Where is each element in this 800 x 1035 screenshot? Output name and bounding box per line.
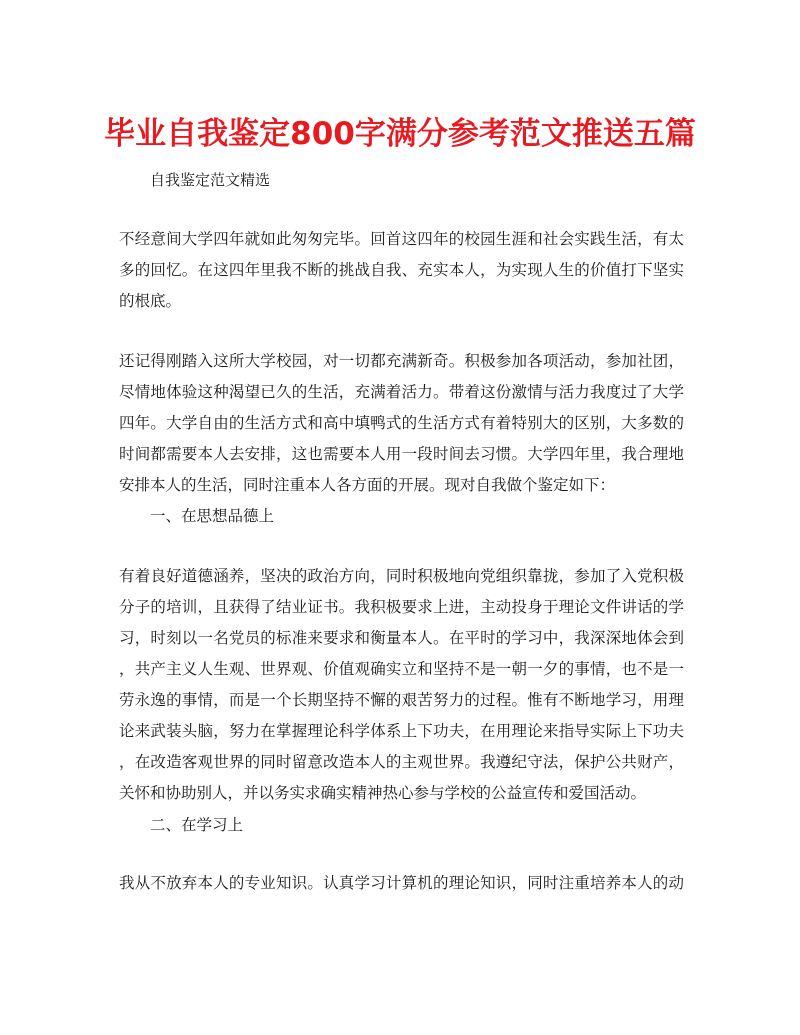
text-line: 多的回忆。在这四年里我不断的挑战自我、充实本人，为实现人生的价值打下坚实: [119, 261, 684, 279]
text-line: 时间都需要本人去安排，这也需要本人用一段时间去习惯。大学四年里，我合理地: [119, 445, 684, 463]
paragraph-college-life: [119, 346, 684, 501]
text-line: 有着良好道德涵养，坚决的政治方向，同时积极地向党组织靠拢，参加了入党积极: [119, 567, 684, 585]
section-heading-ideology: 一、在思想品德上: [150, 507, 275, 525]
text-line: 劳永逸的事情，而是一个长期坚持不懈的艰苦努力的过程。惟有不断地学习，用理: [119, 691, 684, 709]
document-subtitle: 自我鉴定范文精选: [150, 171, 271, 189]
section-heading-study: 二、在学习上: [150, 816, 244, 834]
paragraph-ideology: [119, 561, 684, 809]
text-line: 还记得刚踏入这所大学校园，对一切都充满新奇。积极参加各项活动，参加社团，: [119, 352, 684, 370]
text-line: 四年。大学自由的生活方式和高中填鸭式的生活方式有着特别大的区别，大多数的: [119, 414, 684, 432]
text-line: ，共产主义人生观、世界观、价值观确实立和坚持不是一朝一夕的事情，也不是一: [119, 660, 684, 678]
text-line: ，在改造客观世界的同时留意改造本人的主观世界。我遵纪守法，保护公共财产，: [119, 753, 684, 771]
text-line: 习，时刻以一名党员的标准来要求和衡量本人。在平时的学习中，我深深地体会到: [119, 629, 684, 647]
paragraph-intro: [119, 224, 684, 317]
text-line: 分子的培训，且获得了结业证书。我积极要求上进，主动投身于理论文件讲话的学: [119, 598, 684, 616]
text-line: 我从不放弃本人的专业知识。认真学习计算机的理论知识，同时注重培养本人的动: [119, 874, 684, 892]
document-title: 毕业自我鉴定800字满分参考范文推送五篇: [104, 116, 696, 152]
text-line: 的根底。: [119, 292, 182, 310]
text-line: 关怀和协助别人，并以务实求确实精神热心参与学校的公益宣传和爱国活动。: [119, 784, 647, 802]
text-line: 不经意间大学四年就如此匆匆完毕。回首这四年的校园生涯和社会实践生活，有太: [119, 230, 684, 248]
text-line: 安排本人的生活，同时注重本人各方面的开展。现对自我做个鉴定如下：: [119, 476, 616, 494]
paragraph-study: [119, 868, 684, 899]
text-line: 论来武装头脑，努力在掌握理论科学体系上下功夫，在用理论来指导实际上下功夫: [119, 722, 684, 740]
text-line: 尽情地体验这种渴望已久的生活，充满着活力。带着这份激情与活力我度过了大学: [119, 383, 684, 401]
